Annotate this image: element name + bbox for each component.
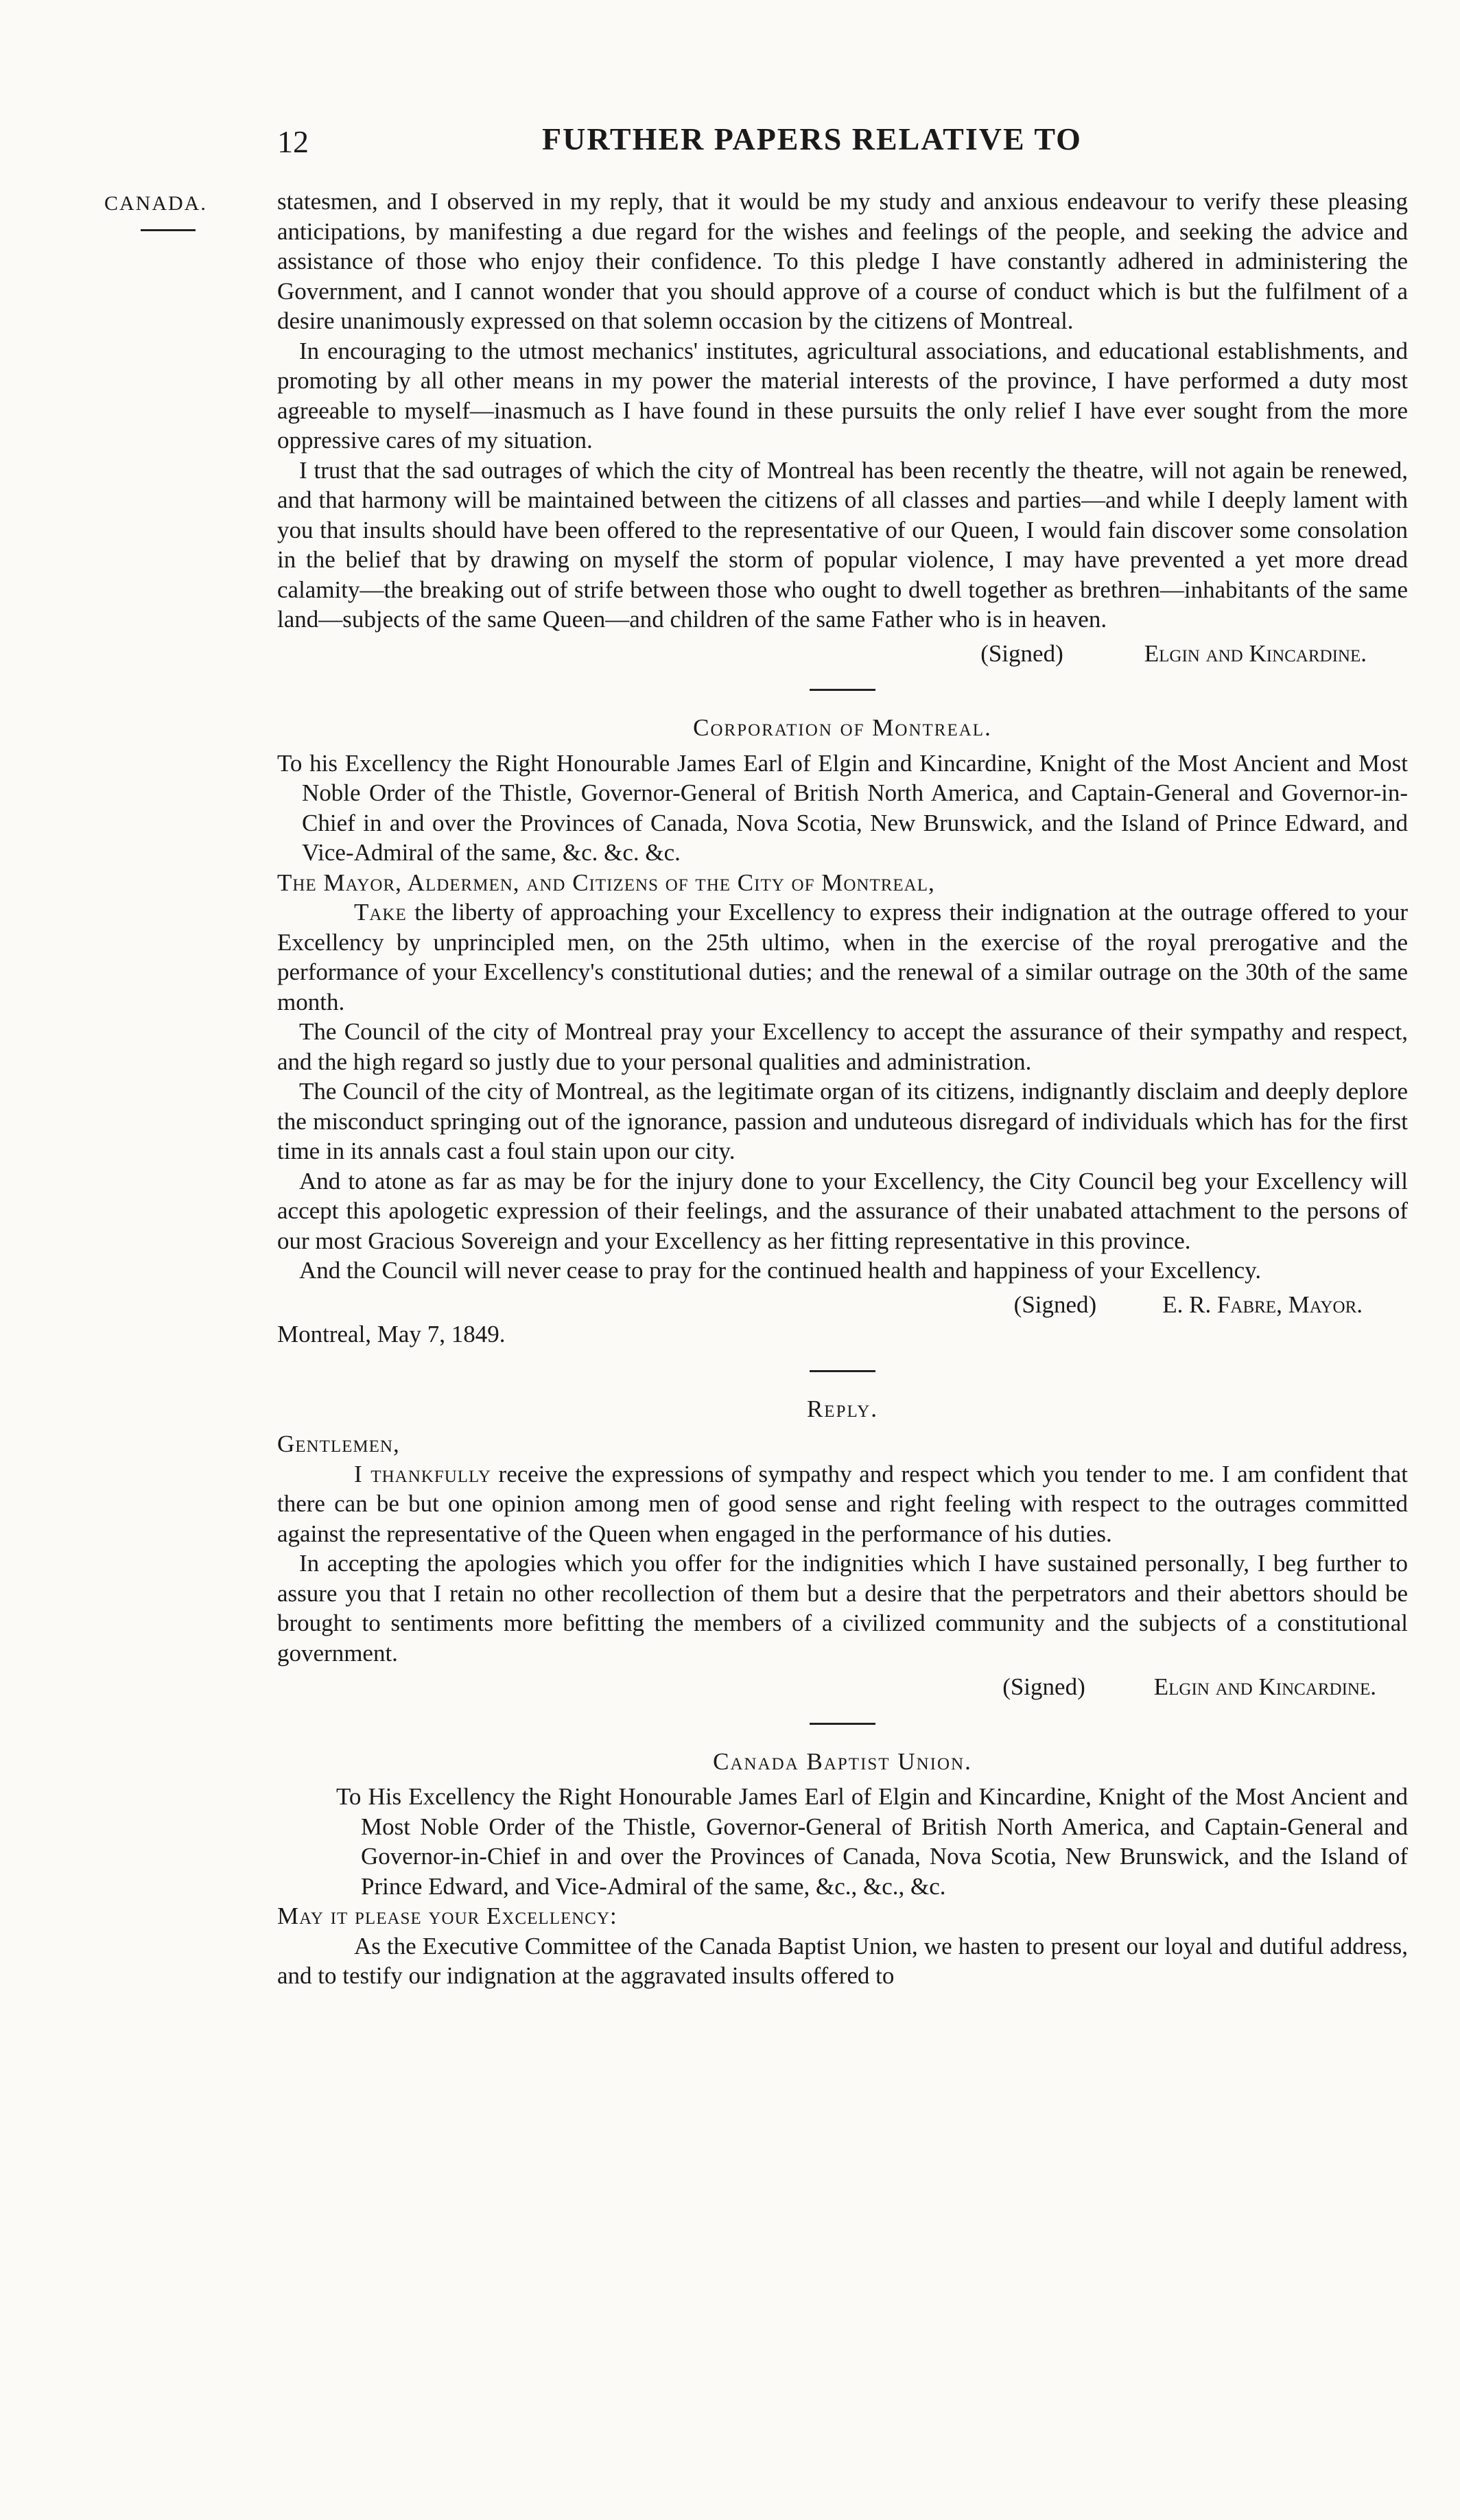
running-head: FURTHER PAPERS RELATIVE TO xyxy=(542,121,1082,156)
signed-label: (Signed) xyxy=(1002,1673,1085,1700)
signature-line xyxy=(277,1672,1408,1702)
paragraph: And the Council will never cease to pray for the continued health and happiness of your Excellency. xyxy=(299,1257,1262,1284)
signed-label: (Signed) xyxy=(1013,1291,1097,1318)
salutation: May it please your Excellency: xyxy=(277,1903,617,1929)
section-divider xyxy=(810,1723,875,1725)
section-divider xyxy=(810,1370,875,1372)
lead-word: I thankfully xyxy=(354,1460,491,1487)
baptist-union-address xyxy=(277,1747,1408,1991)
section-heading: Reply. xyxy=(806,1395,879,1422)
paragraph: And to atone as far as may be for the injury done to your Excellency, the City Council beg your Excellency will accept this apologetic expression of their feelings, and the assurance of their unabated attachment to the persons of our most Gracious Sovereign and your Excellency as her fitting representative in this province. xyxy=(277,1167,1408,1254)
paragraph-text: receive the expressions of sympathy and respect which you tender to me. I am confident that there can be but one opinion among men of good sense and right feeling with respect to the outrages committed against the representative of the Queen when engaged in the performance of his duties. xyxy=(277,1460,1408,1547)
paragraph: The Council of the city of Montreal, as the legitimate organ of its citizens, indignantly disclaim and deeply deplore the misconduct springing out of the ignorance, passion and unduteous disregard of individuals which has for the first time in its annals cast a foul stain upon our city. xyxy=(277,1078,1408,1164)
paragraph: As the Executive Committee of the Canada Baptist Union, we hasten to present our loyal and dutiful address, and to testify our indignation at the aggravated insults offered to xyxy=(277,1932,1408,1989)
paragraph-text: the liberty of approaching your Excellency to express their indignation at the outrage offered to your Excellency by unprincipled men, on the 25th ultimo, when in the exercise of the royal prerogative and the performance of your Excellency's constitutional duties; and the renewal of a similar outrage on the 30th of the same month. xyxy=(277,899,1408,1015)
address-recipient: To His Excellency the Right Honourable James Earl of Elgin and Kincardine, Knight of the Most Ancient and Most Noble Order of the Thistle, Governor-General of British North America, and Captain-General and Governor-in-Chief in and over the Provinces of Canada, Nova Scotia, New Brunswick, and the Island of Prince Edward, and Vice-Admiral of the same, &c., &c., &c. xyxy=(336,1783,1408,1900)
margin-label: CANADA. xyxy=(104,192,207,215)
paragraph xyxy=(277,1459,1408,1549)
signatory: E. R. Fabre, Mayor. xyxy=(1162,1291,1363,1318)
page-number: 12 xyxy=(277,124,309,159)
signature-line xyxy=(277,1290,1408,1320)
paragraph: In encouraging to the utmost mechanics' institutes, agricultural associations, and educational establishments, and promoting by all other means in my power the material interests of the province, I have performed a duty most agreeable to myself—inasmuch as I have found in these pursuits the only relief I have ever sought from the more oppressive cares of my situation. xyxy=(277,337,1408,454)
section-divider xyxy=(810,689,875,691)
paragraph xyxy=(277,897,1408,1017)
margin-rule xyxy=(141,229,196,231)
signatory: Elgin and Kincardine. xyxy=(1144,639,1367,667)
corporation-address xyxy=(277,713,1408,1350)
date-line: Montreal, May 7, 1849. xyxy=(277,1321,506,1347)
signatory: Elgin and Kincardine. xyxy=(1153,1673,1376,1700)
reply-section xyxy=(277,1394,1408,1702)
paragraph: In accepting the apologies which you offer for the indignities which I have sustained personally, I beg further to assure you that I retain no other recollection of them but a desire that the perpetrators and their abettors should be brought to sentiments more befitting the members of a civilized community and the subjects of a constitutional government. xyxy=(277,1550,1408,1667)
signed-label: (Signed) xyxy=(980,639,1063,667)
address-recipient: To his Excellency the Right Honourable James Earl of Elgin and Kincardine, Knight of the Most Ancient and Most Noble Order of the Thistle, Governor-General of British North America, and Captain-General and Governor-in-Chief in and over the Provinces of Canada, Nova Scotia, New Brunswick, and the Island of Prince Edward, and Vice-Admiral of the same, &c. &c. &c. xyxy=(277,749,1408,866)
salutation: The Mayor, Aldermen, and Citizens of the City of Montreal, xyxy=(277,869,935,896)
salutation: Gentlemen, xyxy=(277,1430,400,1457)
section-heading: Corporation of Montreal. xyxy=(693,714,992,741)
paragraph: I trust that the sad outrages of which the city of Montreal has been recently the theatre, will not again be renewed, and that harmony will be maintained between the citizens of all classes and parties—and while I deeply lament with you that insults should have been offered to the representative of our Queen, I would fain discover some consolation in the belief that by drawing on myself the storm of popular violence, I may have prevented a yet more dread calamity—the breaking out of strife between those who ought to dwell together as brethren—inhabitants of the same land—subjects of the same Queen—and children of the same Father who is in heaven. xyxy=(277,456,1408,633)
page-body xyxy=(277,187,1408,1991)
reply-continued xyxy=(277,187,1408,668)
paragraph: statesmen, and I observed in my reply, that it would be my study and anxious endeavour to verify these pleasing anticipations, by manifesting a due regard for the wishes and feelings of the people, and seeking the advice and assistance of those who enjoy their confidence. To this pledge I have constantly adhered in administering the Government, and I cannot wonder that you should approve of a course of conduct which is but the fulfilment of a desire unanimously expressed on that solemn occasion by the citizens of Montreal. xyxy=(277,188,1408,334)
signature-line xyxy=(277,639,1408,669)
lead-word: Take xyxy=(354,899,407,926)
section-heading: Canada Baptist Union. xyxy=(713,1747,972,1775)
paragraph: The Council of the city of Montreal pray your Excellency to accept the assurance of their sympathy and respect, and the high regard so justly due to your personal qualities and administration. xyxy=(277,1018,1408,1075)
